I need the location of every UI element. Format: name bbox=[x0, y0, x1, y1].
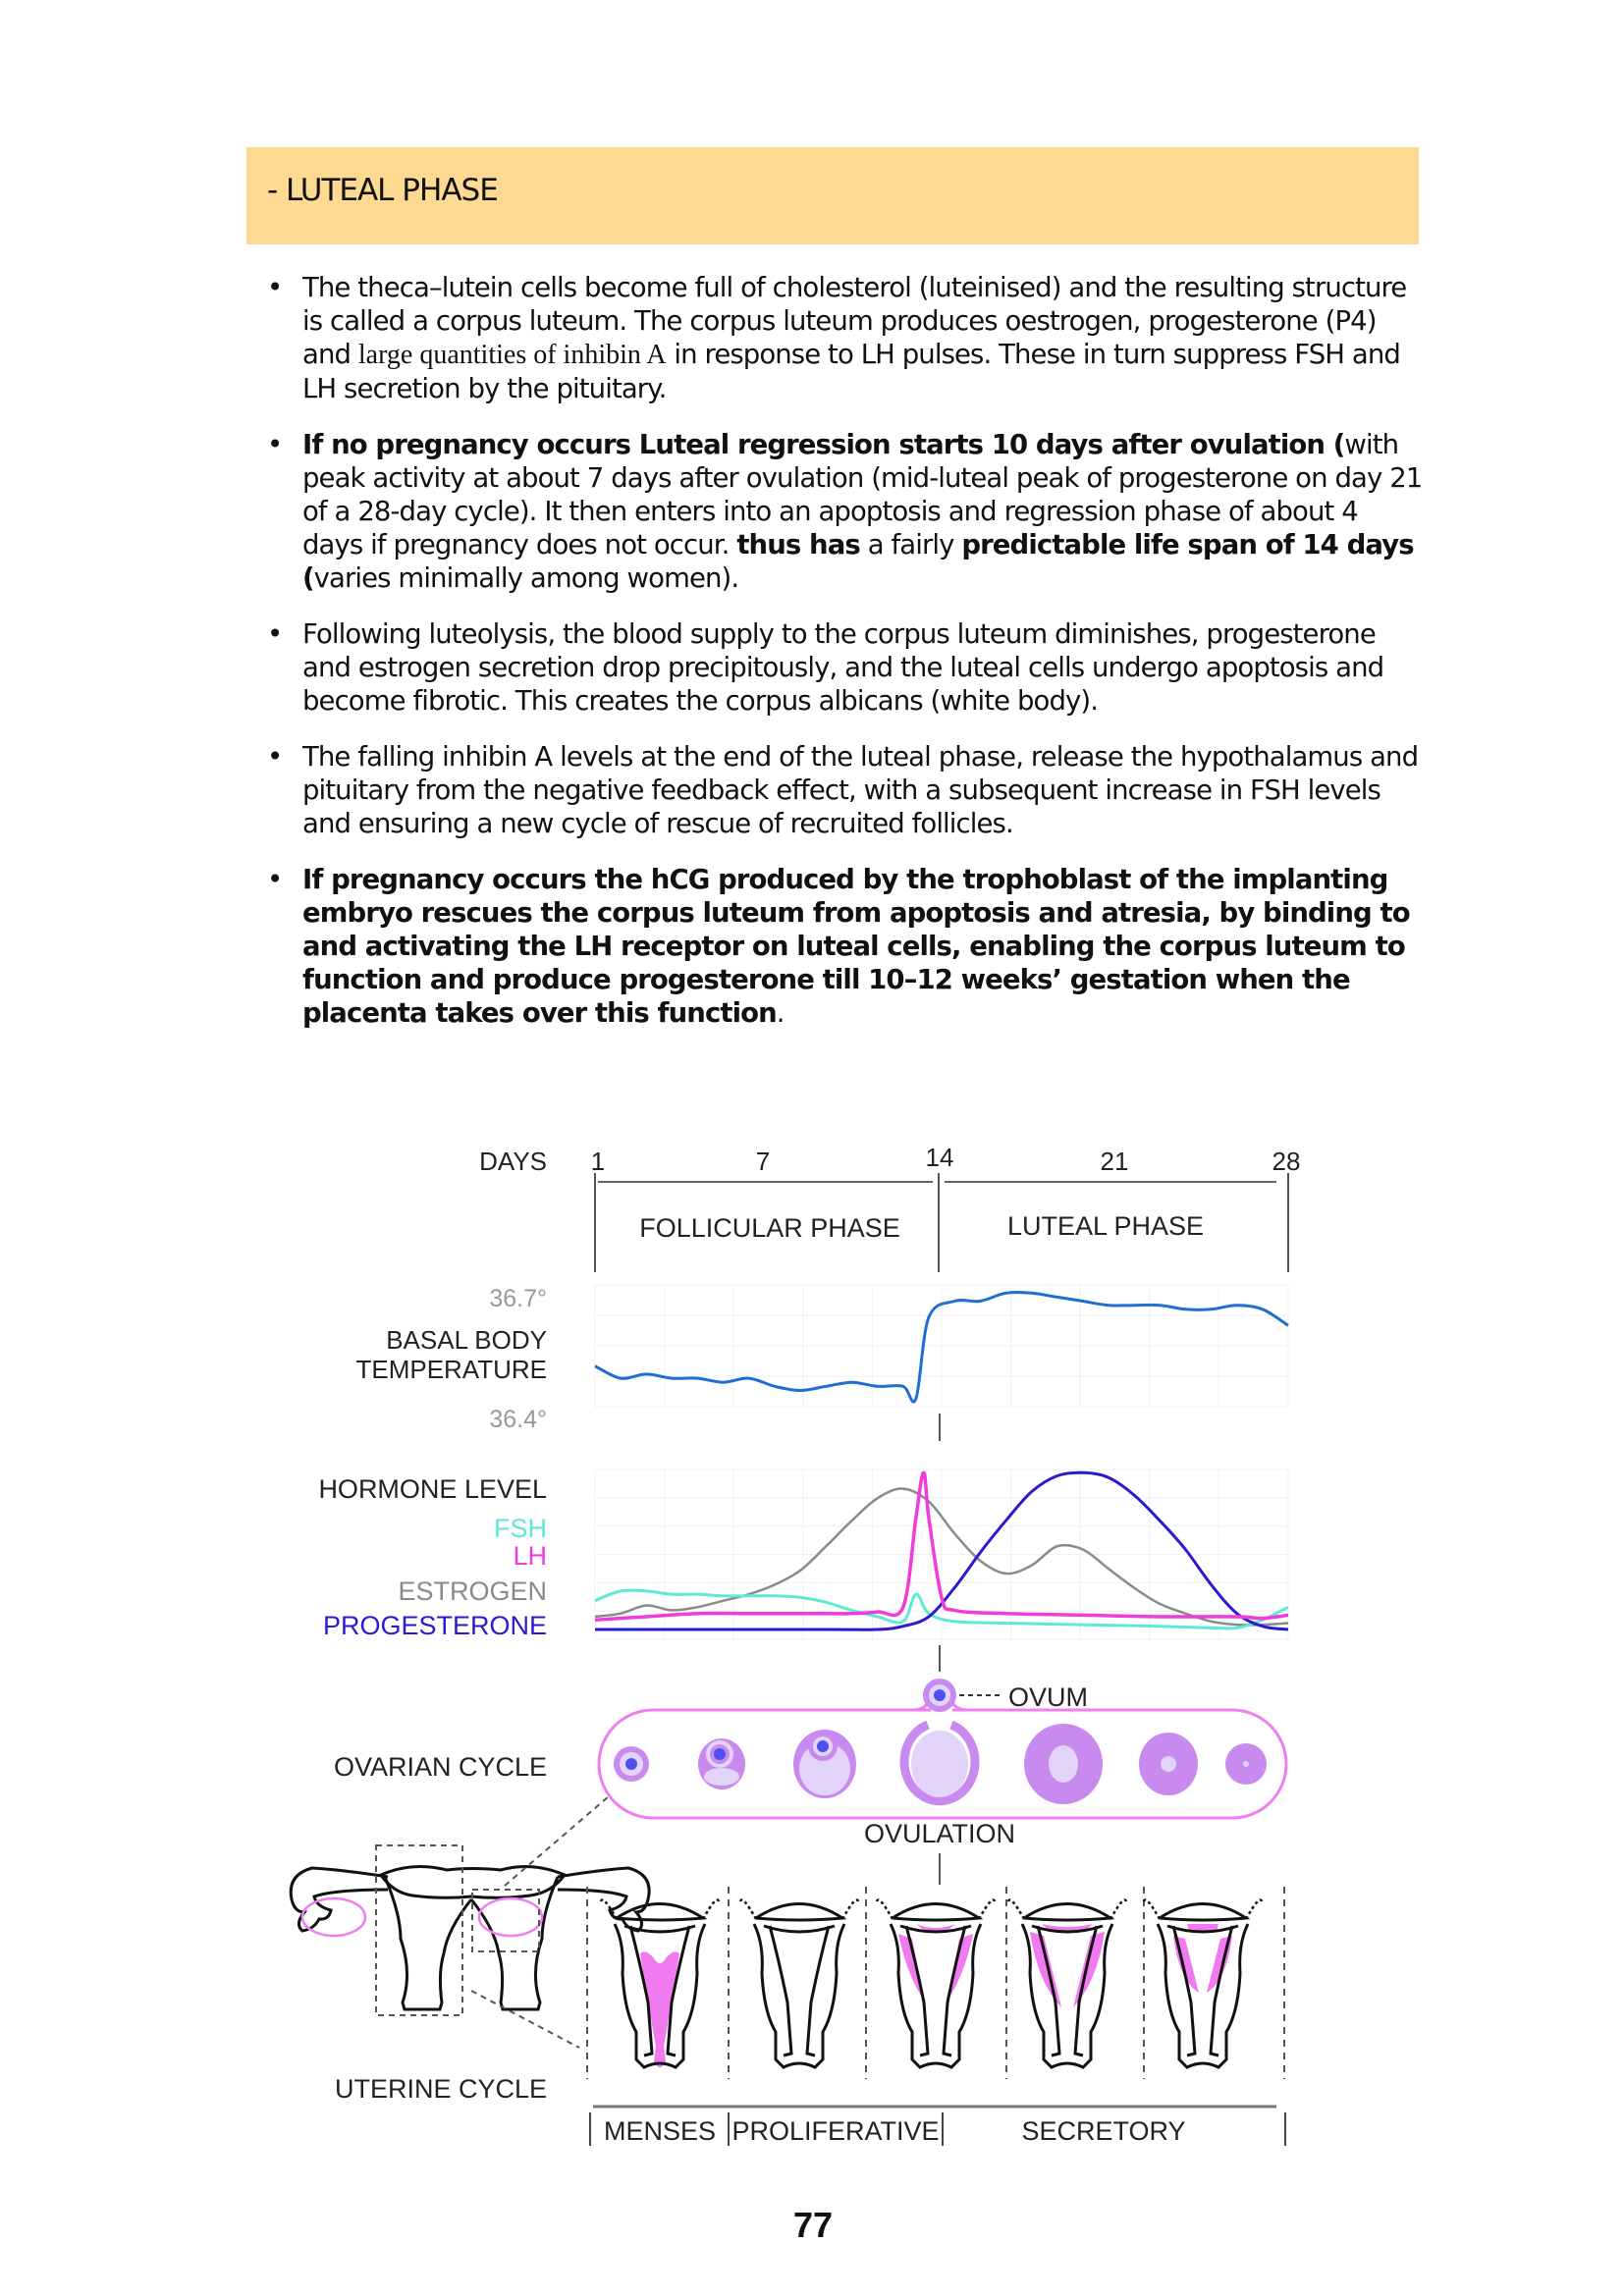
bbt-label-line1: BASAL BODY bbox=[386, 1325, 547, 1355]
proliferative-label: PROLIFERATIVE bbox=[731, 2116, 940, 2146]
uterus-early-secretory-icon bbox=[877, 1899, 995, 2067]
ovary-right-icon bbox=[479, 1898, 542, 1936]
bullet-text-segment: in response to LH pulses. These in turn suppress FSH and LH secretion by the pituitary. bbox=[302, 339, 1400, 404]
bullet-text-segment: . bbox=[776, 997, 785, 1029]
legend-estrogen: ESTROGEN bbox=[398, 1576, 547, 1606]
day-ticks bbox=[591, 1143, 1301, 1176]
day-tick-label: 21 bbox=[1100, 1147, 1129, 1176]
bullet-text-segment: a fairly bbox=[859, 529, 962, 561]
hormone-level-label: HORMONE LEVEL bbox=[318, 1474, 547, 1504]
uterine-cycle-label: UTERINE CYCLE bbox=[334, 2074, 547, 2104]
bullet-text-segment: If pregnancy occurs the hCG produced by the trophoblast of the implanting embryo rescues the corpus luteum from apoptosis and atresia, by binding to and activating the LH receptor on luteal cells, enabling the corpus luteum to function and produce progesterone till 10–12 weeks’ gestation when the placenta takes over this function bbox=[302, 864, 1410, 1029]
uterus-menses-icon bbox=[601, 1899, 719, 2067]
bullet-dot-icon: • bbox=[267, 429, 283, 460]
legend-progesterone: PROGESTERONE bbox=[322, 1611, 547, 1640]
bullet-dot-icon: • bbox=[267, 618, 283, 650]
bullet-text-segment: with peak activity at about 7 days after ovulation (mid-luteal peak of progesterone on day 21 of a 28-day cycle). It then enters into an apoptosis and regression phase of about 4 days if pregnancy does not occur. bbox=[302, 429, 1423, 561]
ovum bbox=[923, 1679, 956, 1712]
uterus-proliferative-icon bbox=[740, 1899, 858, 2067]
bullet-dot-icon: • bbox=[267, 741, 283, 773]
follicle-secondary bbox=[793, 1730, 856, 1798]
uterine-stages bbox=[587, 1887, 1284, 2079]
corpus-luteum-early bbox=[1024, 1724, 1103, 1804]
uterus-zoom-leader bbox=[471, 1991, 579, 2048]
day-tick-label: 28 bbox=[1272, 1147, 1301, 1176]
ovulation-label: OVULATION bbox=[863, 1819, 1016, 1848]
ovary-left-icon bbox=[302, 1898, 365, 1936]
follicle-stages bbox=[614, 1724, 1267, 1804]
bullet-text-segment: The theca–lutein cells become full of cholesterol (luteinised) and the resulting structure is called a corpus luteum. The corpus luteum produces oestrogen, progesterone (P4) and bbox=[302, 272, 1407, 370]
uterus-mid-secretory-icon bbox=[1008, 1899, 1126, 2067]
ovarian-cycle-label: OVARIAN CYCLE bbox=[333, 1752, 547, 1782]
days-label: DAYS bbox=[479, 1147, 547, 1176]
legend-fsh: FSH bbox=[494, 1514, 547, 1543]
bullet-text-segment: Following luteolysis, the blood supply to the corpus luteum diminishes, progesterone and estrogen secretion drop precipitously, and the luteal cells undergo apoptosis and become fibrotic. This creates the corpus albicans (white body). bbox=[302, 618, 1384, 717]
ovum-label: OVUM bbox=[1008, 1682, 1088, 1712]
menses-label: MENSES bbox=[603, 2116, 717, 2146]
bullet-text-segment: If no pregnancy occurs Luteal regression starts 10 days after ovulation ( bbox=[302, 429, 1345, 460]
bbt-min-label: 36.4° bbox=[489, 1406, 547, 1433]
day-tick-label: 7 bbox=[755, 1147, 771, 1176]
bbt-label-line2: TEMPERATURE bbox=[355, 1355, 547, 1384]
bullet-text-segment: varies minimally among women). bbox=[313, 562, 739, 594]
follicle-primordial bbox=[614, 1746, 649, 1782]
bullet-text-segment: large quantities of inhibin A bbox=[357, 340, 667, 370]
day-tick-label: 1 bbox=[590, 1147, 606, 1176]
follicular-phase-label: FOLLICULAR PHASE bbox=[639, 1213, 900, 1243]
section-title: - LUTEAL PHASE bbox=[267, 173, 498, 208]
luteal-phase-label: LUTEAL PHASE bbox=[1006, 1211, 1205, 1241]
secretory-label: SECRETORY bbox=[1021, 2116, 1186, 2146]
day-tick-label: 14 bbox=[925, 1143, 954, 1172]
follicle-ruptured bbox=[904, 1725, 975, 1801]
bbt-max-label: 36.7° bbox=[489, 1285, 547, 1312]
uterus-late-secretory-icon bbox=[1144, 1899, 1262, 2067]
corpus-albicans bbox=[1225, 1743, 1267, 1785]
corpus-luteum-mid bbox=[1139, 1733, 1198, 1795]
bullet-dot-icon: • bbox=[267, 864, 283, 895]
bullet-text-segment: thus has bbox=[736, 529, 860, 561]
legend-lh: LH bbox=[513, 1541, 547, 1571]
bullet-dot-icon: • bbox=[267, 272, 283, 303]
page-number: 77 bbox=[793, 2205, 834, 2245]
follicle-primary bbox=[698, 1738, 745, 1789]
bullet-text-segment: predictable life span of 14 days ( bbox=[302, 529, 1414, 594]
uterus-overview-icon bbox=[291, 1866, 649, 2009]
bullet-text-segment: The falling inhibin A levels at the end of the luteal phase, release the hypothalamus and pituitary from the negative feedback effect, with a subsequent increase in FSH levels and ensuring a new cycle of rescue of recruited follicles. bbox=[302, 741, 1419, 839]
